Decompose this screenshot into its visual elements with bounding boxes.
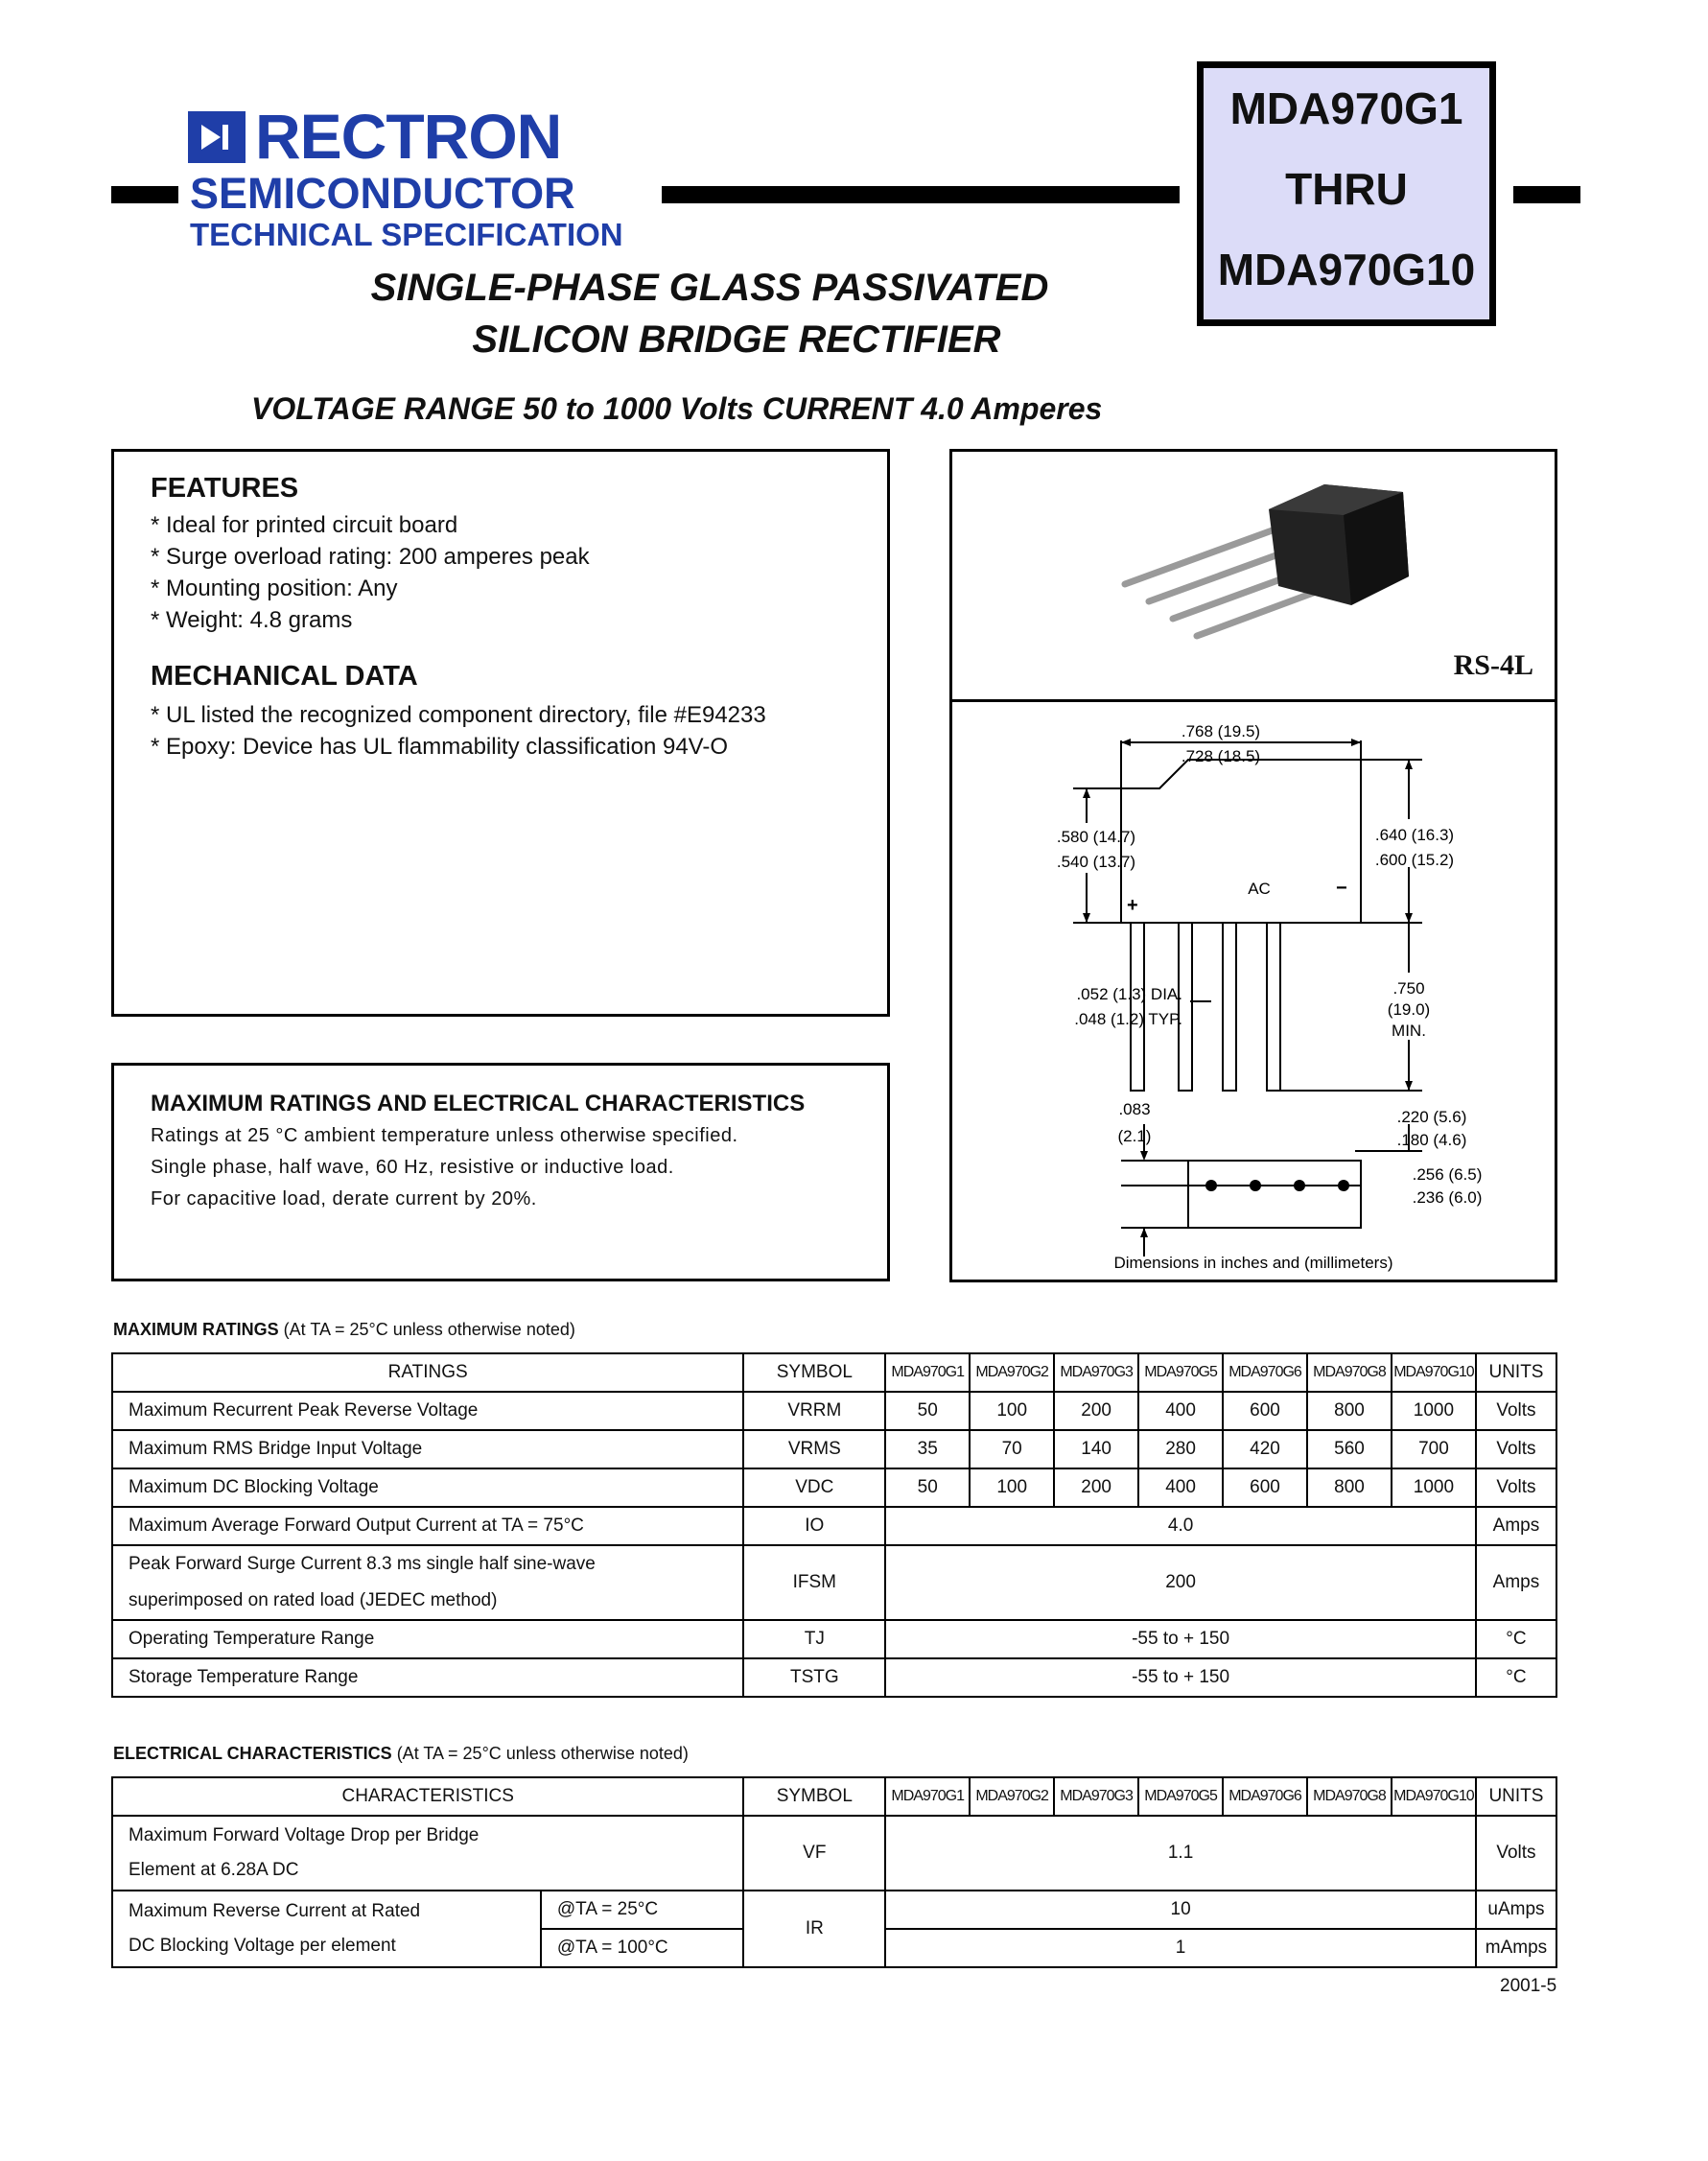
mechanical-item: * Epoxy: Device has UL flammability classification 94V-O	[151, 734, 729, 760]
max-ratings-caption-bold: MAXIMUM RATINGS	[113, 1320, 279, 1339]
mechanical-heading: MECHANICAL DATA	[151, 661, 418, 692]
package-name: RS-4L	[1453, 649, 1533, 681]
row-label: Maximum RMS Bridge Input Voltage	[112, 1430, 743, 1468]
max-ratings-caption-rest: (At TA = 25°C unless otherwise noted)	[283, 1320, 575, 1339]
header-cell: MDA970G8	[1307, 1777, 1392, 1816]
row-unit: Amps	[1476, 1507, 1556, 1545]
table-row	[112, 1468, 1556, 1507]
mechanical-item: * UL listed the recognized component directory, file #E94233	[151, 702, 766, 728]
dim-left-height-max: .580 (14.7)	[1056, 828, 1136, 846]
elec-char-table	[111, 1776, 1557, 1968]
header-cell: CHARACTERISTICS	[112, 1777, 743, 1816]
feature-item: * Mounting position: Any	[151, 575, 398, 601]
feature-item: * Ideal for printed circuit board	[151, 512, 458, 538]
dimension-caption: Dimensions in inches and (millimeters)	[1113, 1254, 1393, 1272]
row-unit: mAmps	[1476, 1929, 1556, 1967]
row-symbol: VF	[743, 1816, 885, 1891]
row-value: 200	[885, 1545, 1476, 1620]
ratings-note-box	[111, 1063, 890, 1281]
row-label: Maximum Average Forward Output Current at TA = 75°C	[112, 1507, 743, 1545]
voltage-current-range: VOLTAGE RANGE 50 to 1000 Volts CURRENT 4.0 Amperes	[251, 391, 1103, 426]
row-label: Operating Temperature Range	[112, 1620, 743, 1658]
header-cell: MDA970G6	[1223, 1777, 1307, 1816]
header-cell: MDA970G2	[970, 1353, 1054, 1392]
row-value: 200	[1054, 1468, 1138, 1507]
dim-lead-length-mm: (19.0)	[1387, 1000, 1431, 1019]
terminal-plus: +	[1127, 895, 1138, 916]
elec-char-caption-rest: (At TA = 25°C unless otherwise noted)	[396, 1744, 689, 1763]
row-symbol: VRMS	[743, 1430, 885, 1468]
row-label-line: Maximum Forward Voltage Drop per Bridge	[129, 1825, 480, 1845]
ratings-note-line: Ratings at 25 °C ambient temperature unless otherwise specified.	[151, 1125, 738, 1146]
row-unit: °C	[1476, 1658, 1556, 1697]
table-row	[112, 1816, 1556, 1891]
dim-lead-dia-min: .048 (1.2) TYP.	[1074, 1010, 1182, 1028]
row-symbol: IR	[743, 1891, 885, 1967]
row-value: 800	[1307, 1468, 1392, 1507]
row-unit: Volts	[1476, 1816, 1556, 1891]
row-symbol: VDC	[743, 1468, 885, 1507]
division-name: SEMICONDUCTOR	[190, 169, 575, 218]
row-value: 50	[885, 1468, 970, 1507]
row-condition: @TA = 100°C	[541, 1929, 744, 1967]
row-unit: Volts	[1476, 1468, 1556, 1507]
terminal-ac: AC	[1248, 880, 1271, 898]
dim-p4: .236 (6.0)	[1412, 1188, 1483, 1207]
row-symbol: IO	[743, 1507, 885, 1545]
header-cell: MDA970G6	[1223, 1353, 1307, 1392]
table-row	[112, 1392, 1556, 1430]
header-rule-mid	[662, 186, 1180, 203]
row-value: 700	[1392, 1430, 1476, 1468]
row-label-line: Maximum Reverse Current at Rated	[129, 1901, 421, 1921]
header-cell: MDA970G5	[1138, 1777, 1223, 1816]
table-header-row	[112, 1777, 1556, 1816]
table-row	[112, 1891, 1556, 1929]
rectron-logo-icon	[188, 111, 246, 163]
footer-code: 2001-5	[1500, 1976, 1557, 1996]
header-rule-right	[1513, 186, 1580, 203]
row-value: 140	[1054, 1430, 1138, 1468]
row-condition: @TA = 25°C	[541, 1891, 744, 1929]
dimension-drawing	[952, 702, 1555, 1280]
part-from: MDA970G1	[1229, 83, 1463, 133]
header-cell: RATINGS	[112, 1353, 743, 1392]
table-header-row	[112, 1353, 1556, 1392]
row-value: 1000	[1392, 1468, 1476, 1507]
ratings-note-line: Single phase, half wave, 60 Hz, resistive or inductive load.	[151, 1157, 674, 1178]
row-value: 4.0	[885, 1507, 1476, 1545]
dim-lead-dia-max: .052 (1.3) DIA.	[1076, 985, 1182, 1003]
row-value: 1.1	[885, 1816, 1476, 1891]
feature-item: * Surge overload rating: 200 amperes peak	[151, 544, 590, 570]
row-label-line: Peak Forward Surge Current 8.3 ms single half sine-wave	[129, 1554, 596, 1574]
elec-char-caption	[113, 1744, 689, 1764]
header-cell: UNITS	[1476, 1777, 1556, 1816]
row-value: 50	[885, 1392, 970, 1430]
header-cell: MDA970G3	[1054, 1777, 1138, 1816]
header-cell: SYMBOL	[743, 1777, 885, 1816]
row-label-line: superimposed on rated load (JEDEC method)	[129, 1590, 498, 1610]
row-unit: Volts	[1476, 1392, 1556, 1430]
row-label: Maximum DC Blocking Voltage	[112, 1468, 743, 1507]
row-value: 800	[1307, 1392, 1392, 1430]
table-row	[112, 1545, 1556, 1620]
header-cell: MDA970G2	[970, 1777, 1054, 1816]
row-label	[112, 1816, 743, 1891]
feature-item: * Weight: 4.8 grams	[151, 607, 353, 633]
max-ratings-table	[111, 1352, 1557, 1698]
features-box	[111, 449, 890, 1017]
header-cell: SYMBOL	[743, 1353, 885, 1392]
row-value: 100	[970, 1392, 1054, 1430]
part-thru: THRU	[1285, 164, 1408, 214]
header-cell: UNITS	[1476, 1353, 1556, 1392]
row-unit: Amps	[1476, 1545, 1556, 1620]
dim-p3: .256 (6.5)	[1412, 1165, 1483, 1184]
ratings-note-heading: MAXIMUM RATINGS AND ELECTRICAL CHARACTERISTICS	[151, 1091, 806, 1116]
dim-right-height-min: .600 (15.2)	[1374, 851, 1455, 869]
row-value: 560	[1307, 1430, 1392, 1468]
row-label	[112, 1891, 541, 1967]
dim-lead-length: .750	[1392, 979, 1425, 998]
dim-pitch: .083	[1118, 1100, 1151, 1118]
row-value: 600	[1223, 1468, 1307, 1507]
package-photo-box	[949, 449, 1557, 702]
title-line-2: SILICON BRIDGE RECTIFIER	[472, 318, 1001, 361]
max-ratings-caption	[113, 1320, 575, 1340]
header-cell: MDA970G5	[1138, 1353, 1223, 1392]
row-label: Maximum Recurrent Peak Reverse Voltage	[112, 1392, 743, 1430]
dim-width-max: .768 (19.5)	[1181, 722, 1261, 740]
row-label-line: Element at 6.28A DC	[129, 1860, 299, 1880]
header-cell: MDA970G3	[1054, 1353, 1138, 1392]
row-value: 100	[970, 1468, 1054, 1507]
row-symbol: IFSM	[743, 1545, 885, 1620]
header-cell: MDA970G1	[885, 1353, 970, 1392]
row-unit: Volts	[1476, 1430, 1556, 1468]
row-value: 1	[885, 1929, 1476, 1967]
row-unit: uAmps	[1476, 1891, 1556, 1929]
dim-p1: .220 (5.6)	[1396, 1108, 1467, 1126]
row-value: 35	[885, 1430, 970, 1468]
header-cell: MDA970G8	[1307, 1353, 1392, 1392]
row-value: 200	[1054, 1392, 1138, 1430]
header-rule-left	[111, 186, 178, 203]
table-row	[112, 1430, 1556, 1468]
elec-char-caption-bold: ELECTRICAL CHARACTERISTICS	[113, 1744, 392, 1763]
row-symbol: TJ	[743, 1620, 885, 1658]
ratings-note-line: For capacitive load, derate current by 20%.	[151, 1188, 537, 1210]
dimension-drawing-box	[949, 699, 1557, 1282]
row-value: 420	[1223, 1430, 1307, 1468]
row-value: 600	[1223, 1392, 1307, 1430]
row-value: 400	[1138, 1468, 1223, 1507]
package-photo-icon	[1096, 471, 1422, 653]
row-value: 1000	[1392, 1392, 1476, 1430]
row-unit: °C	[1476, 1620, 1556, 1658]
dim-pitch-mm: (2.1)	[1117, 1127, 1152, 1145]
row-value: -55 to + 150	[885, 1620, 1476, 1658]
brand-name: RECTRON	[255, 101, 562, 172]
row-value: 70	[970, 1430, 1054, 1468]
row-label	[112, 1545, 743, 1620]
dim-right-height-max: .640 (16.3)	[1374, 826, 1455, 844]
table-row	[112, 1658, 1556, 1697]
header-cell: MDA970G10	[1392, 1777, 1476, 1816]
dim-left-height-min: .540 (13.7)	[1056, 853, 1136, 871]
terminal-minus: −	[1336, 878, 1347, 899]
row-label: Storage Temperature Range	[112, 1658, 743, 1697]
part-to: MDA970G10	[1217, 245, 1476, 294]
dim-width-min: .728 (18.5)	[1181, 747, 1261, 765]
title-line-1: SINGLE-PHASE GLASS PASSIVATED	[370, 267, 1049, 309]
row-symbol: TSTG	[743, 1658, 885, 1697]
row-value: 10	[885, 1891, 1476, 1929]
row-value: -55 to + 150	[885, 1658, 1476, 1697]
row-label-line: DC Blocking Voltage per element	[129, 1936, 396, 1956]
dim-lead-length-min: MIN.	[1392, 1022, 1426, 1040]
row-value: 400	[1138, 1392, 1223, 1430]
table-row	[112, 1507, 1556, 1545]
header-cell: MDA970G1	[885, 1777, 970, 1816]
features-heading: FEATURES	[151, 473, 299, 504]
dim-p2: .180 (4.6)	[1396, 1131, 1467, 1149]
table-row	[112, 1620, 1556, 1658]
header-cell: MDA970G10	[1392, 1353, 1476, 1392]
row-symbol: VRRM	[743, 1392, 885, 1430]
row-value: 280	[1138, 1430, 1223, 1468]
doc-type: TECHNICAL SPECIFICATION	[190, 217, 623, 252]
